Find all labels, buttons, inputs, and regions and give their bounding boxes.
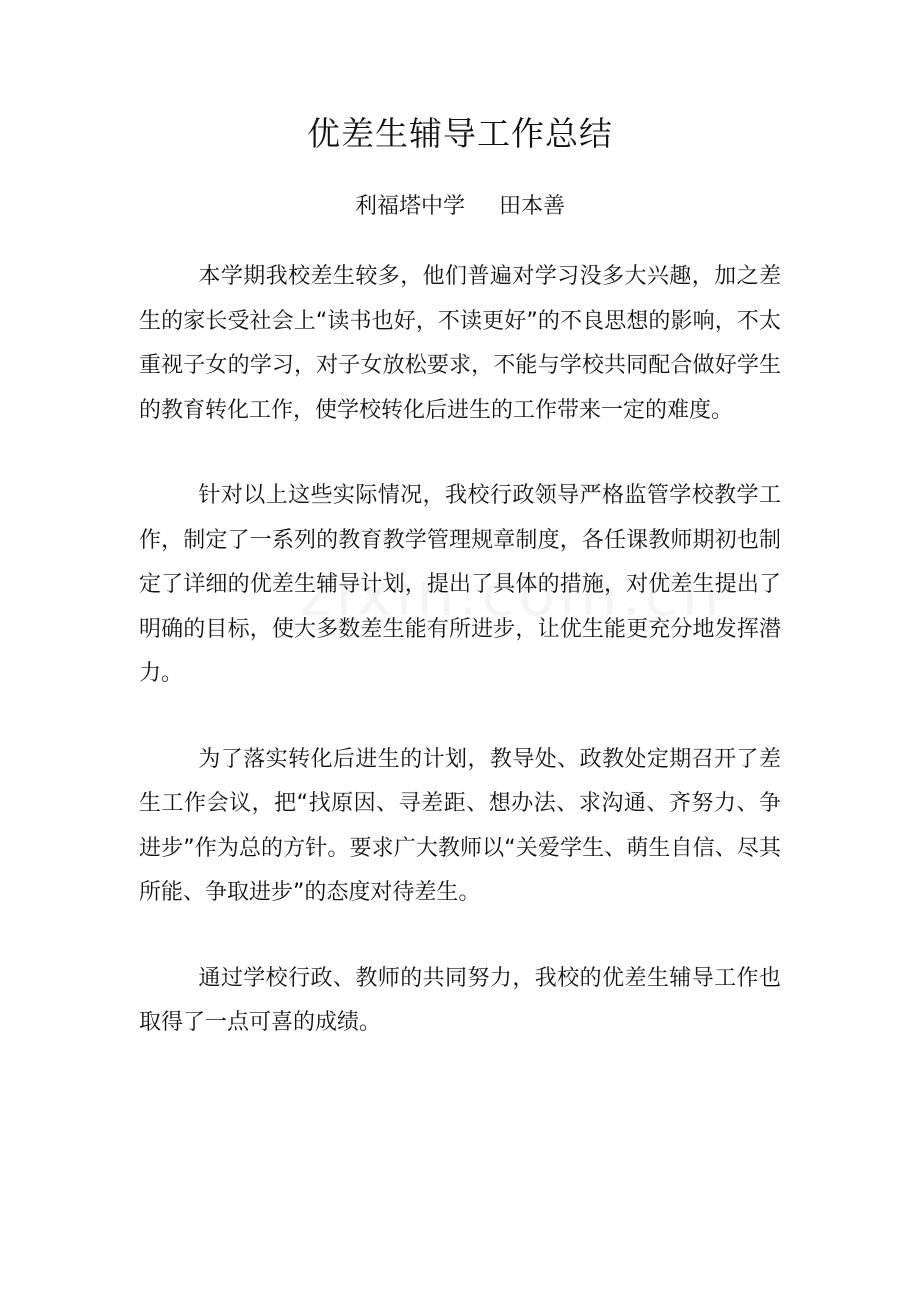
document-body	[139, 255, 781, 1087]
paragraph: 通过学校行政、教师的共同努力，我校的优差生辅导工作也取得了一点可喜的成绩。	[139, 965, 781, 1035]
paragraph: 本学期我校差生较多，他们普遍对学习没多大兴趣，加之差生的家长受社会上“读书也好，不读更好”的不良思想的影响，不太重视子女的学习，对子女放松要求，不能与学校共同配合做好学生的教育转化工作，使学校转化后进生的工作带来一定的难度。	[139, 264, 781, 423]
paragraph: 针对以上这些实际情况，我校行政领导严格监管学校教学工作，制定了一系列的教育教学管理规章制度，各任课教师期初也制定了详细的优差生辅导计划，提出了具体的措施，对优差生提出了明确的目标，使大多数差生能有所进步，让优生能更充分地发挥潜力。	[139, 483, 781, 686]
paragraph: 为了落实转化后进生的计划，教导处、政教处定期召开了差生工作会议，把“找原因、寻差距、想办法、求沟通、齐努力、争进步”作为总的方针。要求广大教师以“关爱学生、萌生自信、尽其所能、争取进步”的态度对待差生。	[139, 746, 781, 905]
document-title: 优差生辅导工作总结	[307, 114, 613, 153]
author-line	[0, 187, 920, 227]
school-name: 利福塔中学	[354, 194, 465, 219]
author-name: 田本善	[499, 194, 566, 219]
